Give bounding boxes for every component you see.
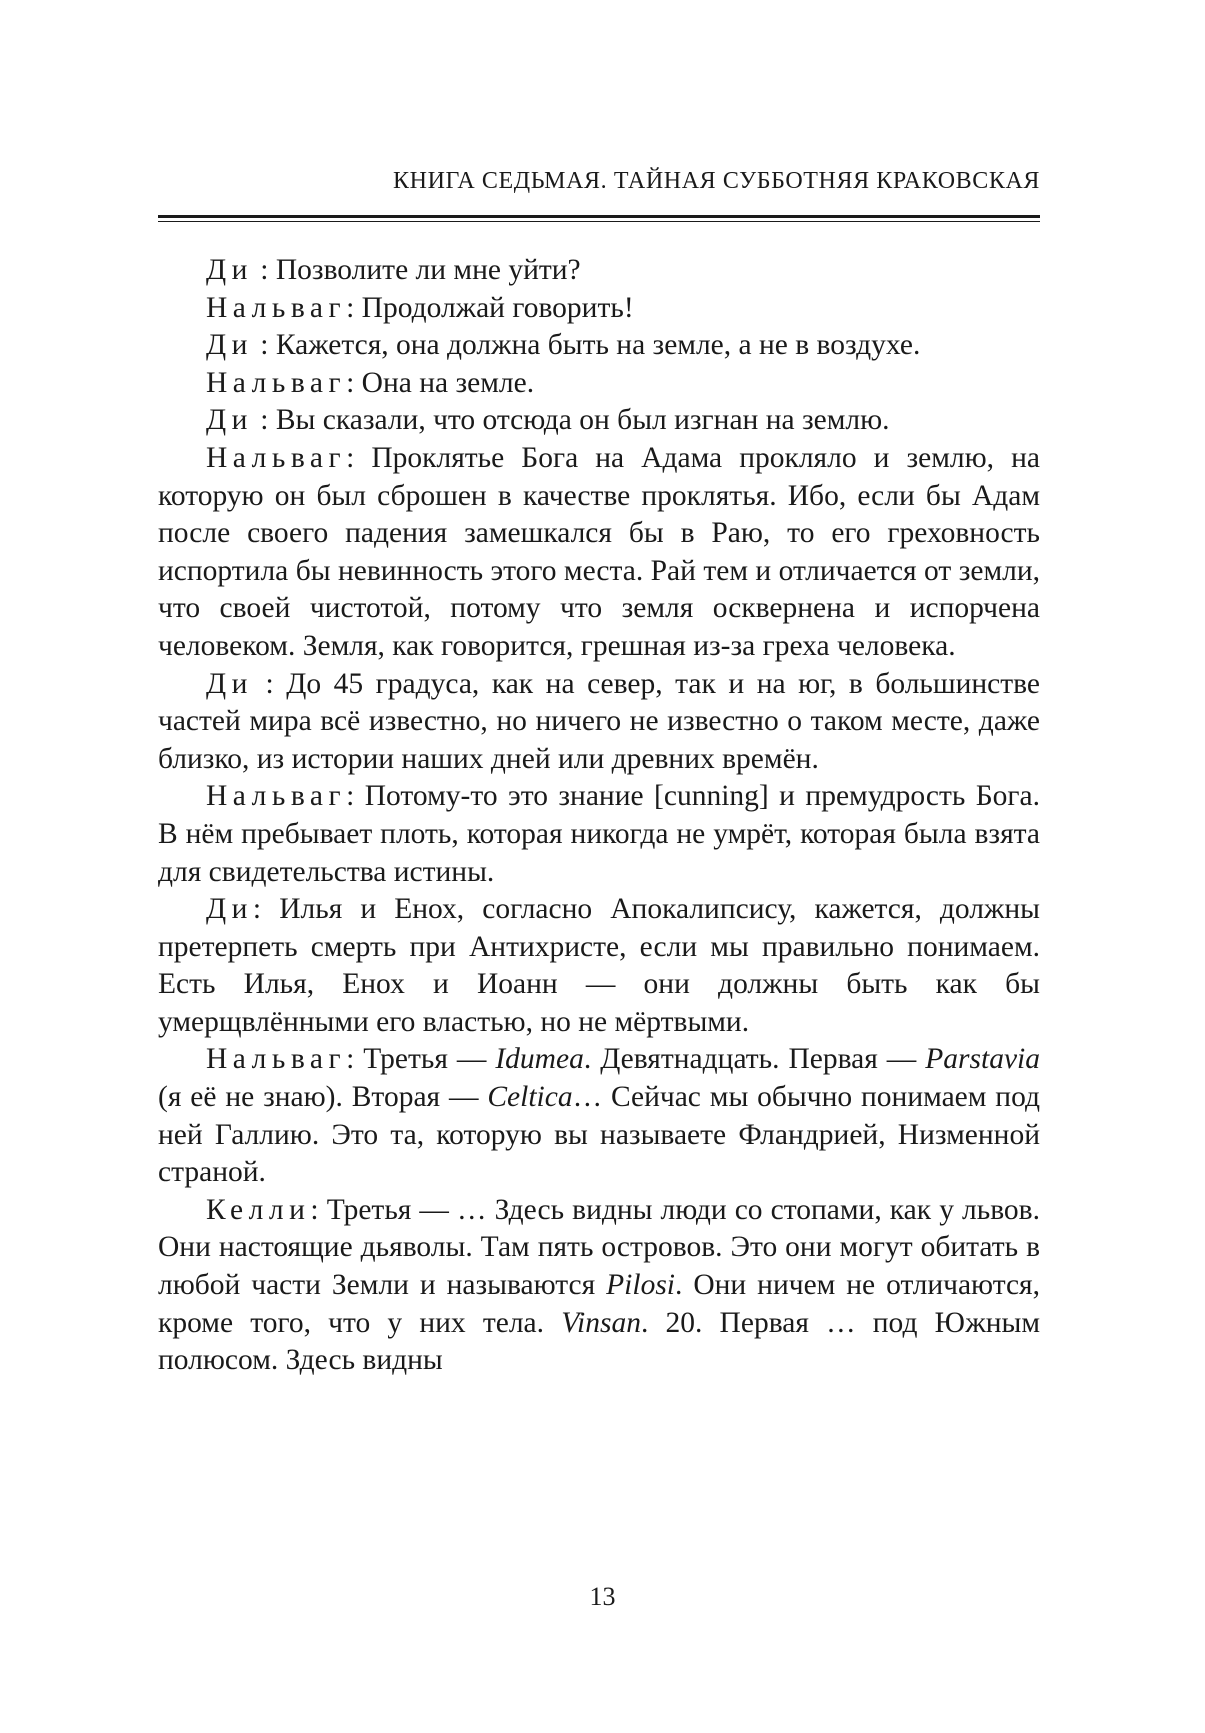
text-run: . Девятнадцать. Первая — xyxy=(583,1043,926,1076)
speaker-name: Нальваг xyxy=(206,441,347,474)
text-run: Позволите ли мне уйти? xyxy=(275,254,581,286)
text-run: . Они ничем не отличаются, кроме того, что у них тела. xyxy=(158,1269,1041,1339)
paragraph xyxy=(158,440,1040,666)
paragraph xyxy=(158,402,1040,440)
running-head: КНИГА СЕДЬМАЯ. ТАЙНАЯ СУББОТНЯЯ КРАКОВСКАЯ xyxy=(393,168,1040,194)
text-run: Потому-то это знание [cunning] и премудрость Бога. В нём пребывает плоть, которая никогда не умрёт, которая была взята для свидетельства истины. xyxy=(158,780,1040,888)
paragraph xyxy=(158,252,1040,290)
speaker-separator: : xyxy=(252,404,276,437)
speaker-separator: : xyxy=(252,893,280,926)
paragraph xyxy=(158,1041,1040,1191)
italic-term: Celtica xyxy=(487,1081,573,1114)
paragraph xyxy=(158,778,1040,891)
speaker-name: Ди xyxy=(206,254,253,286)
main-text xyxy=(158,252,1040,1380)
speaker-name: Нальваг xyxy=(206,366,347,399)
speaker-separator: : xyxy=(252,667,287,700)
speaker-name: Ди xyxy=(206,404,253,437)
text-run: Кажется, она должна быть на земле, а не в воздухе. xyxy=(275,329,921,362)
italic-term: Parstavia xyxy=(925,1043,1040,1076)
paragraph xyxy=(158,290,1040,328)
paragraph xyxy=(158,1192,1040,1380)
text-run: (я её не знаю). Вторая — xyxy=(158,1081,488,1114)
paragraph xyxy=(158,891,1040,1041)
text-run: Третья — xyxy=(363,1043,496,1076)
speaker-separator: : xyxy=(310,1193,327,1226)
speaker-name: Нальваг xyxy=(206,1043,347,1076)
speaker-name: Ди xyxy=(206,667,253,700)
header-rule xyxy=(158,215,1040,218)
text-run: … Сейчас мы обычно понимаем под ней Галлию. Это та, которую вы называете Фландрией, Низменной страной. xyxy=(158,1081,1040,1189)
text-run: Илья и Енох, согласно Апокалипсису, кажется, должны претерпеть смерть при Антихристе, если мы правильно понимаем. Есть Илья, Енох и Иоанн — они должны быть как бы умерщвлёнными его властью, но не мёртвыми. xyxy=(158,893,1040,1038)
speaker-separator: : xyxy=(252,329,276,362)
paragraph xyxy=(158,666,1040,779)
speaker-separator: : xyxy=(252,254,276,286)
speaker-separator: : xyxy=(346,441,372,474)
speaker-separator: : xyxy=(346,291,362,324)
speaker-name: Нальваг xyxy=(206,780,347,813)
speaker-separator: : xyxy=(346,1043,364,1076)
text-run: Вы сказали, что отсюда он был изгнан на землю. xyxy=(275,404,890,437)
text-run: . 20. Первая … под Южным полюсом. Здесь видны xyxy=(158,1306,1040,1377)
speaker-name: Ди xyxy=(206,893,253,926)
text-run: До 45 градуса, как на север, так и на юг, в большинстве частей мира всё известно, но ничего не известно о таком месте, даже близко, из истории наших дней или древних времён. xyxy=(158,667,1040,775)
page-number: 13 xyxy=(589,1582,616,1611)
text-run: Проклятье Бога на Адама прокляло и землю, на которую он был сброшен в качестве проклятья. Ибо, если бы Адам после своего падения замешкался бы в Раю, то его греховность испортила бы невинность этого места. Рай тем и отличается от земли, что своей чистотой, потому что земля осквернена и испорчена человеком. Земля, как говорится, грешная из-за греха человека. xyxy=(158,441,1040,662)
speaker-separator: : xyxy=(346,366,362,399)
text-run: Третья — … Здесь видны люди со стопами, как у львов. Они настоящие дьяволы. Там пять островов. Это они могут обитать в любой части Земли и называются xyxy=(158,1193,1040,1302)
text-run: Продолжай говорить! xyxy=(361,291,634,324)
speaker-separator: : xyxy=(346,780,365,813)
text-run: Она на земле. xyxy=(361,366,535,399)
paragraph xyxy=(158,365,1040,403)
italic-term: Vinsan xyxy=(561,1306,641,1339)
speaker-name: Ди xyxy=(206,329,253,362)
italic-term: Pilosi xyxy=(606,1269,675,1302)
italic-term: Idumea xyxy=(495,1043,584,1076)
speaker-name: Нальваг xyxy=(206,291,347,324)
paragraph xyxy=(158,327,1040,365)
speaker-name: Келли xyxy=(206,1193,311,1226)
